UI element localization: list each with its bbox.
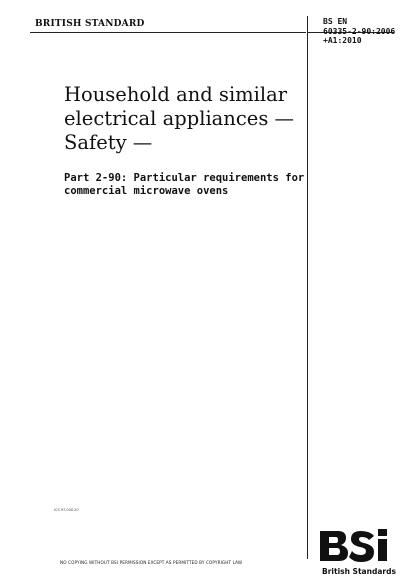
- title-line: Safety —: [64, 131, 153, 154]
- document-title: [64, 83, 304, 155]
- standard-number-line: BS EN: [323, 17, 348, 26]
- bsi-logo-mark-icon: [318, 527, 400, 565]
- title-line: Household and similar: [64, 83, 288, 106]
- standard-number-line: +A1:2010: [323, 36, 362, 45]
- ics-code: ICS 97.040.20: [54, 508, 79, 512]
- copyright-notice: NO COPYING WITHOUT BSI PERMISSION EXCEPT AS PERMITTED BY COPYRIGHT LAW: [60, 560, 243, 565]
- subtitle-line: Part 2-90: Particular requirements for: [64, 172, 305, 184]
- header-rule-left: [30, 32, 306, 33]
- document-subtitle: [64, 172, 304, 198]
- subtitle-line: commercial microwave ovens: [64, 185, 229, 197]
- bsi-tagline: British Standards: [322, 567, 396, 576]
- standard-number: [323, 17, 407, 46]
- title-line: electrical appliances —: [64, 107, 295, 130]
- standard-number-line: 60335-2-90:2006: [323, 26, 396, 36]
- vertical-divider: [307, 16, 308, 559]
- series-label: BRITISH STANDARD: [35, 19, 145, 29]
